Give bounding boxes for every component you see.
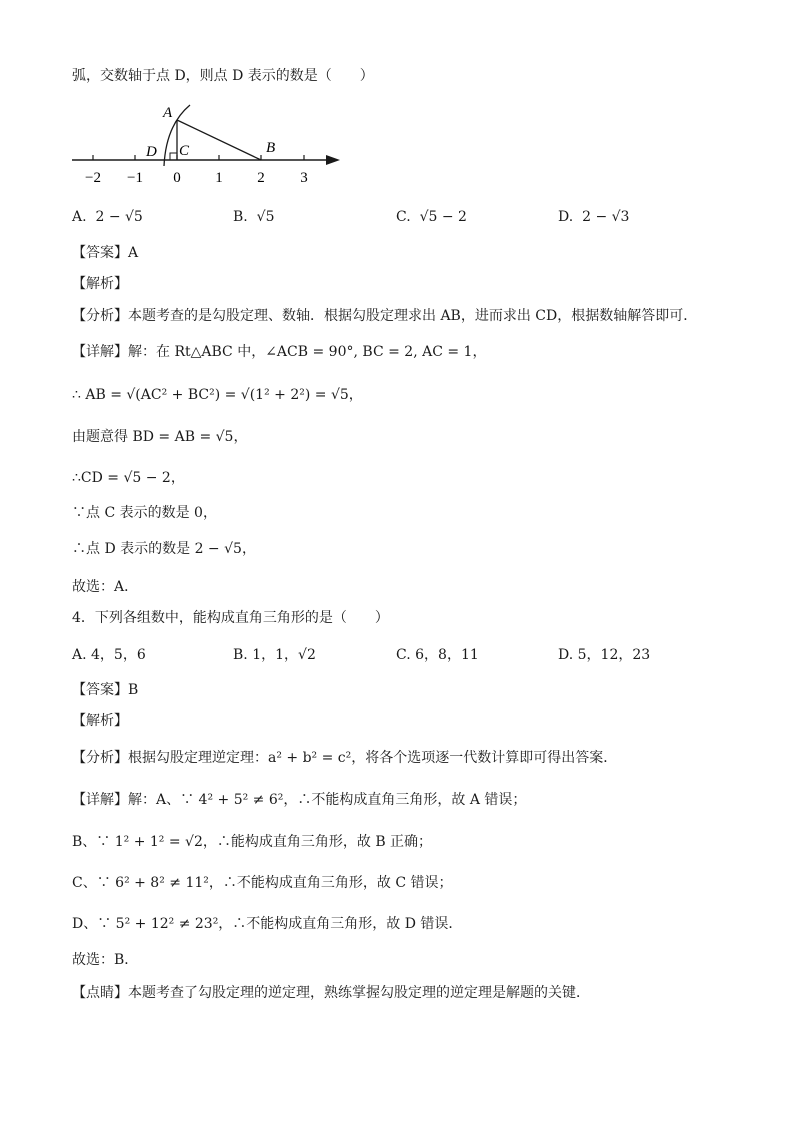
right-angle-mark <box>170 153 177 160</box>
q3-option-a <box>72 207 143 227</box>
q4-option-a <box>72 645 146 665</box>
option-text: 1，1，√2 <box>252 647 316 663</box>
point-d-label: D <box>146 144 157 160</box>
q4-dianjing: 【点睛】本题考查了勾股定理的逆定理，熟练掌握勾股定理的逆定理是解题的关键． <box>72 985 590 1001</box>
option-label: B. <box>233 209 248 225</box>
tick-label: −2 <box>85 170 101 186</box>
point-a-label: A <box>163 105 173 121</box>
q4-option-b <box>233 645 316 665</box>
q3-stem: 弧，交数轴于点 D，则点 D 表示的数是（ ） <box>72 68 374 84</box>
option-label: C. <box>396 209 411 225</box>
q3-step-2: 由题意得 BD = AB = √5， <box>72 429 248 445</box>
option-text: 2 − √3 <box>582 209 630 225</box>
q3-fenxi: 【分析】本题考查的是勾股定理、数轴．根据勾股定理求出 AB，进而求出 CD，根据数轴解答即可． <box>72 308 698 324</box>
q4-line-c: C、∵ 6² + 8² ≠ 11²，∴不能构成直角三角形，故 C 错误； <box>72 875 453 891</box>
option-text: 2 − √5 <box>95 209 143 225</box>
q3-number-line-figure <box>66 100 356 195</box>
q3-option-b <box>233 207 274 227</box>
q3-conclusion: 故选：A． <box>72 579 139 595</box>
option-label: A. <box>72 647 87 663</box>
q4-xiangjie: 【详解】解：A、∵ 4² + 5² ≠ 6²，∴不能构成直角三角形，故 A 错误； <box>72 792 527 808</box>
q4-analysis-heading: 【解析】 <box>72 713 128 729</box>
q3-step-3: ∴CD = √5 − 2， <box>72 470 185 486</box>
option-text: 5，12，23 <box>577 647 651 663</box>
tick-label: 1 <box>215 170 223 186</box>
option-label: D. <box>558 209 574 225</box>
q4-line-d: D、∵ 5² + 12² ≠ 23²，∴不能构成直角三角形，故 D 错误． <box>72 916 463 932</box>
tick-label: 2 <box>257 170 265 186</box>
q4-option-c <box>396 645 479 665</box>
q4-option-d <box>558 645 650 665</box>
option-label: C. <box>396 647 411 663</box>
tick-label: 3 <box>300 170 308 186</box>
q3-option-c <box>396 207 467 227</box>
q3-analysis-heading: 【解析】 <box>72 276 128 292</box>
q4-answer: 【答案】B <box>72 682 139 698</box>
q3-step-5: ∴点 D 表示的数是 2 − √5， <box>72 541 256 557</box>
q4-stem: 4．下列各组数中，能构成直角三角形的是（ ） <box>72 610 389 626</box>
point-c-label: C <box>179 143 190 159</box>
option-label: A. <box>72 209 87 225</box>
q4-line-b: B、∵ 1² + 1² = √2，∴能构成直角三角形，故 B 正确； <box>72 834 433 850</box>
q3-step-4: ∵点 C 表示的数是 0， <box>72 505 217 521</box>
q4-conclusion: 故选：B． <box>72 952 139 968</box>
axis-arrow <box>326 155 340 165</box>
option-label: B. <box>233 647 248 663</box>
segment-ab <box>177 120 261 160</box>
option-text: 4，5，6 <box>91 647 146 663</box>
tick-label: −1 <box>127 170 143 186</box>
option-text: 6，8，11 <box>415 647 479 663</box>
q4-fenxi: 【分析】根据勾股定理逆定理：a² + b² = c²，将各个选项逐一代数计算即可得出答案． <box>72 750 618 766</box>
q3-answer: 【答案】A <box>72 245 139 261</box>
tick-label: 0 <box>173 170 181 186</box>
q3-step-1: ∴ AB = √(AC² + BC²) = √(1² + 2²) = √5， <box>72 387 363 403</box>
option-text: √5 <box>256 209 275 225</box>
option-text: √5 − 2 <box>419 209 467 225</box>
point-b-label: B <box>266 140 276 156</box>
option-label: D. <box>558 647 574 663</box>
q3-xiangjie: 【详解】解：在 Rt△ABC 中，∠ACB = 90°, BC = 2, AC = 1， <box>72 344 487 360</box>
q3-option-d <box>558 207 629 227</box>
